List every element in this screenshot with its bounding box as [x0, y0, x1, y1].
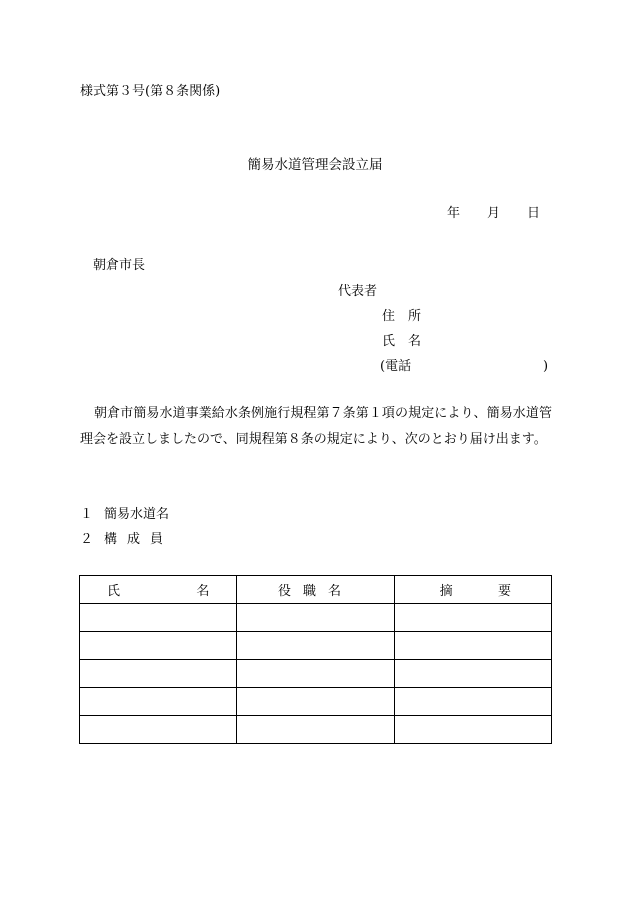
item-number: １ — [80, 507, 94, 522]
table-cell-name[interactable] — [80, 716, 237, 744]
table-cell-position[interactable] — [237, 660, 394, 688]
table-header-row — [80, 576, 552, 604]
table-cell-position[interactable] — [237, 716, 394, 744]
members-table — [79, 575, 552, 744]
header-position — [237, 576, 394, 604]
table-cell-position[interactable] — [237, 688, 394, 716]
table-row — [80, 660, 552, 688]
header-position-label: 役職名 — [277, 584, 353, 599]
table-cell-remarks[interactable] — [394, 660, 551, 688]
header-name-part-2: 名 — [196, 584, 210, 599]
item-label: 簡易水道名 — [104, 507, 170, 522]
table-cell-position[interactable] — [237, 604, 394, 632]
representative-phone-close: ) — [543, 359, 549, 374]
header-name — [80, 576, 237, 604]
header-remarks-part-2: 要 — [497, 584, 511, 599]
table-row — [80, 604, 552, 632]
date-day-label: 日 — [527, 206, 541, 221]
table-cell-remarks[interactable] — [394, 716, 551, 744]
representative-phone-label: (電話 — [380, 359, 412, 374]
table-row — [80, 716, 552, 744]
representative-label: 代表者 — [338, 284, 378, 299]
header-remarks — [394, 576, 551, 604]
date-month-label: 月 — [487, 206, 501, 221]
document-title: 簡易水道管理会設立届 — [247, 157, 383, 173]
header-name-part-1: 氏 — [107, 584, 121, 599]
date-year-label: 年 — [447, 206, 461, 221]
table-row — [80, 632, 552, 660]
table-cell-remarks[interactable] — [394, 688, 551, 716]
item-members — [80, 532, 173, 548]
header-remarks-part-1: 摘 — [439, 584, 453, 599]
addressee: 朝倉市長 — [93, 258, 146, 273]
representative-name-label: 氏名 — [382, 334, 435, 349]
item-water-system-name — [80, 507, 169, 523]
form-number: 様式第３号(第８条関係) — [80, 84, 221, 99]
body-paragraph: 朝倉市簡易水道事業給水条例施行規程第７条第１項の規定により、簡易水道管理会を設立しましたので、同規程第８条の規定により、次のとおり届け出ます。 — [80, 406, 552, 447]
table-cell-name[interactable] — [80, 688, 237, 716]
table-cell-remarks[interactable] — [394, 632, 551, 660]
table-cell-remarks[interactable] — [394, 604, 551, 632]
table-cell-name[interactable] — [80, 632, 237, 660]
table-cell-position[interactable] — [237, 632, 394, 660]
item-number: ２ — [80, 532, 94, 547]
item-label: 構成員 — [104, 532, 174, 547]
table-cell-name[interactable] — [80, 660, 237, 688]
table-cell-name[interactable] — [80, 604, 237, 632]
table-row — [80, 688, 552, 716]
representative-address-label: 住所 — [382, 309, 435, 324]
